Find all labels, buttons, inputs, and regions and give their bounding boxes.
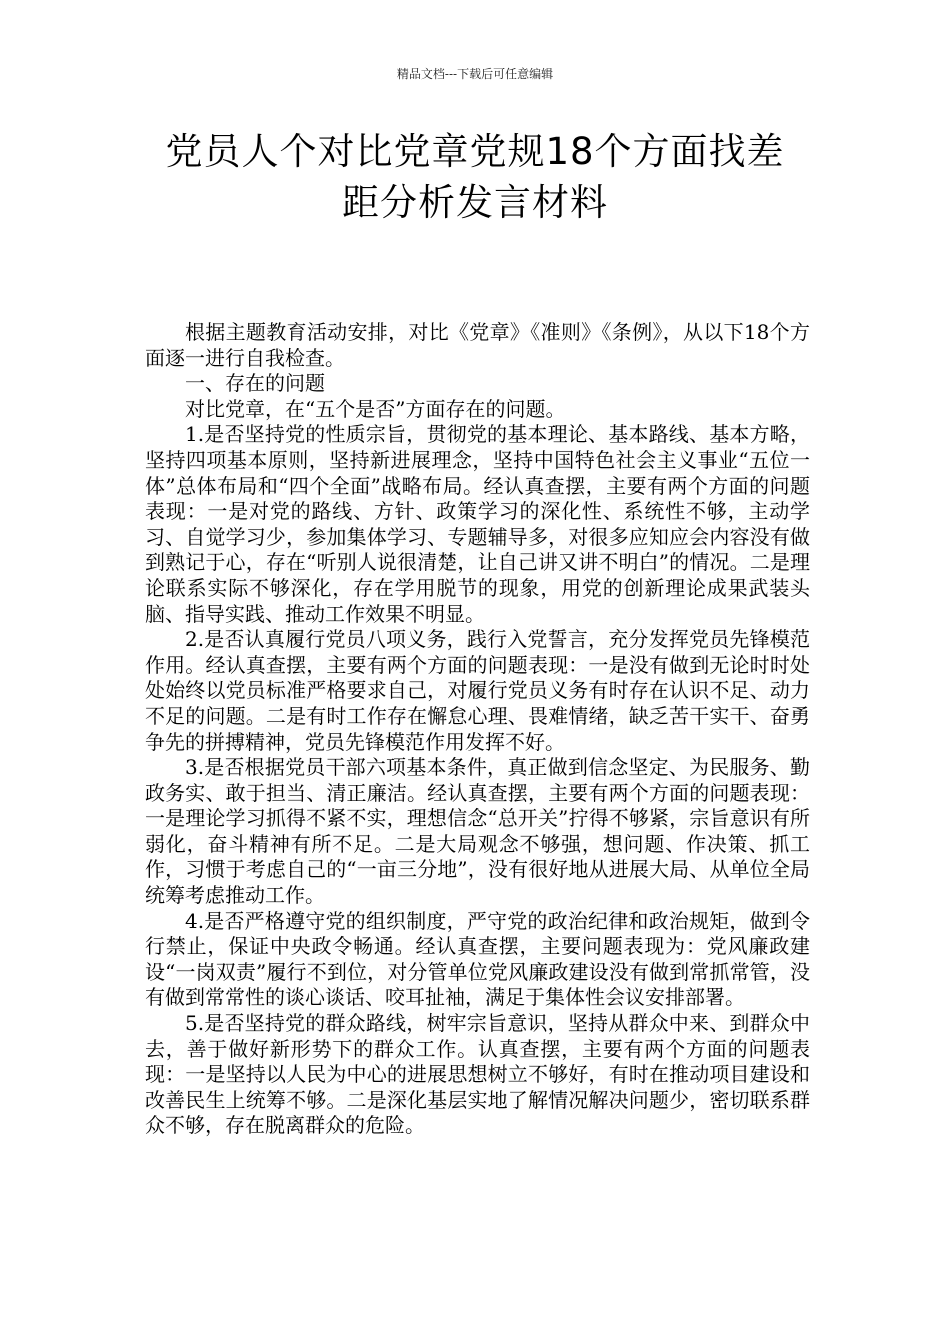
body-paragraph-item-1: 1.是否坚持党的性质宗旨，贯彻党的基本理论、基本路线、基本方略，坚持四项基本原则，坚持新进展理念，坚持中国特色社会主义事业“五位一体”总体布局和“四个全面”战略布局。经认真查摆，主要有两个方面的问题表现：一是对党的路线、方针、政策学习的深化性、系统性不够，主动学习、自觉学习少，参加集体学习、专题辅导多，对很多应知应会内容没有做到熟记于心，存在“听别人说很清楚，让自己讲又讲不明白”的情况。二是理论联系实际不够深化，存在学用脱节的现象，用党的创新理论成果武装头脑、指导实践、推动工作效果不明显。 [145, 422, 810, 626]
body-paragraph-item-3: 3.是否根据党员干部六项基本条件，真正做到信念坚定、为民服务、勤政务实、敢于担当、清正廉洁。经认真查摆，主要有两个方面的问题表现：一是理论学习抓得不紧不实，理想信念“总开关”拧得不够紧，宗旨意识有所弱化，奋斗精神有所不足。二是大局观念不够强，想问题、作决策、抓工作，习惯于考虑自己的“一亩三分地”，没有很好地从进展大局、从单位全局统筹考虑推动工作。 [145, 755, 810, 908]
intro-paragraph: 根据主题教育活动安排，对比《党章》《准则》《条例》，从以下18个方面逐一进行自我检查。 [145, 320, 810, 370]
document-title-line-2: 距分析发言材料 [342, 181, 608, 224]
section-heading: 一、存在的问题 [185, 371, 325, 396]
document-title [120, 126, 830, 228]
page-header: 精品文档---下载后可任意编辑 [396, 67, 554, 81]
document-body [145, 320, 810, 1139]
document-title-line-1: 党员人个对比党章党规18个方面找差 [165, 130, 785, 173]
body-paragraph-item-2: 2.是否认真履行党员八项义务，践行入党誓言，充分发挥党员先锋模范作用。经认真查摆，主要有两个方面的问题表现：一是没有做到无论时时处处始终以党员标准严格要求自己，对履行党员义务有时存在认识不足、动力不足的问题。二是有时工作存在懈怠心理、畏难情绪，缺乏苦干实干、奋勇争先的拼搏精神，党员先锋模范作用发挥不好。 [145, 627, 810, 754]
subsection-heading: 对比党章，在“五个是否”方面存在的问题。 [185, 396, 566, 421]
body-paragraph-item-4: 4.是否严格遵守党的组织制度，严守党的政治纪律和政治规矩，做到令行禁止，保证中央政令畅通。经认真查摆，主要问题表现为：党风廉政建设“一岗双责”履行不到位，对分管单位党风廉政建设没有做到常抓常管，没有做到常常性的谈心谈话、咬耳扯袖，满足于集体性会议安排部署。 [145, 908, 810, 1010]
body-paragraph-item-5: 5.是否坚持党的群众路线，树牢宗旨意识，坚持从群众中来、到群众中去，善于做好新形势下的群众工作。认真查摆，主要有两个方面的问题表现：一是坚持以人民为中心的进展思想树立不够好，有时在推动项目建设和改善民生上统筹不够。二是深化基层实地了解情况解决问题少，密切联系群众不够，存在脱离群众的危险。 [145, 1011, 810, 1138]
